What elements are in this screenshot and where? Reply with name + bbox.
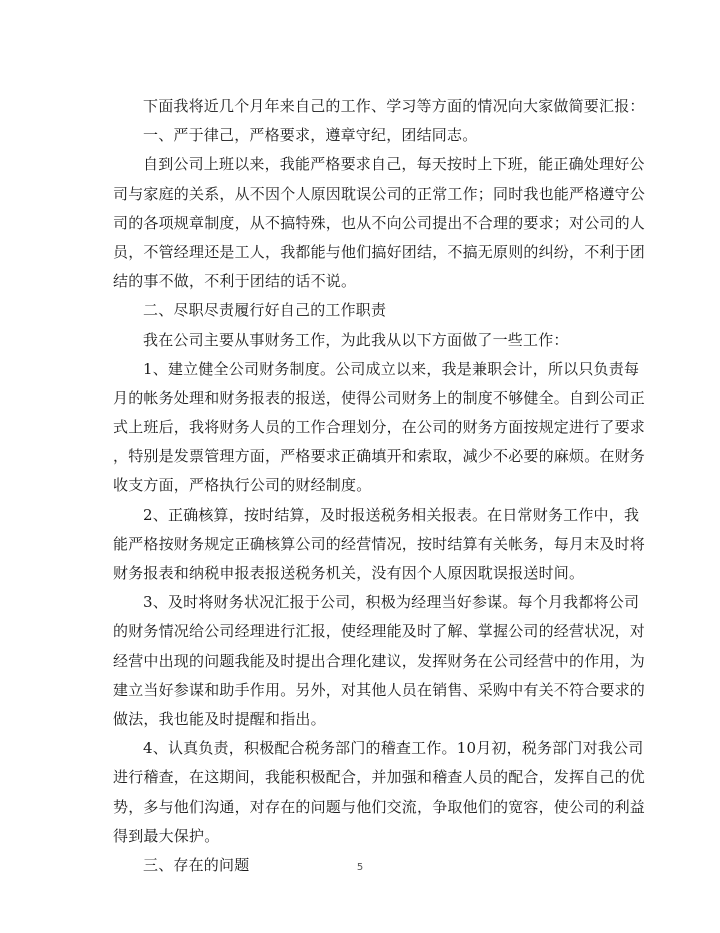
paragraph-line: 进行稽查，在这期间，我能积极配合，并加强和稽查人员的配合，发挥自己的优 [113, 768, 646, 787]
document-body [113, 92, 646, 880]
paragraph-line: 势，多与他们沟通，对存在的问题与他们交流，争取他们的宽容，使公司的利益 [113, 797, 646, 816]
paragraph-line: 财务报表和纳税申报表报送税务机关，没有因个人原因耽误报送时间。 [113, 564, 585, 582]
section-heading-1: 一、严于律己，严格要求，遵章守纪，团结同志。 [143, 126, 478, 145]
section-heading-2: 二、尽职尽责履行好自己的工作职责 [143, 301, 387, 320]
paragraph-line: 司与家庭的关系，从不因个人原因耽误公司的正常工作；同时我也能严格遵守公 [113, 184, 646, 203]
intro-line: 下面我将近几个月年来自己的工作、学习等方面的情况向大家做简要汇报： [143, 97, 645, 115]
paragraph-line: 经营中出现的问题我能及时提出合理化建议，发挥财务在公司经营中的作用，为 [113, 651, 646, 670]
paragraph-line: 建立当好参谋和助手作用。另外，对其他人员在销售、采购中有关不符合要求的 [113, 680, 646, 699]
paragraph-line: ，特别是发票管理方面，严格要求正确填开和索取，减少不必要的麻烦。在财务 [113, 447, 646, 466]
paragraph-line: 员，不管经理还是工人，我都能与他们搞好团结，不搞无原则的纠纷，不利于团 [113, 242, 646, 261]
paragraph-line: 4、认真负责，积极配合税务部门的稽查工作。10月初，税务部门对我公司 [143, 739, 644, 758]
paragraph-line: 做法，我也能及时提醒和指出。 [113, 709, 326, 728]
paragraph-line: 收支方面，严格执行公司的财经制度。 [113, 476, 372, 495]
paragraph-line: 司的各项规章制度，从不搞特殊，也从不向公司提出不合理的要求；对公司的人 [113, 213, 646, 232]
page-number: 5 [356, 862, 364, 873]
paragraph-line: 结的事不做，不利于团结的话不说。 [113, 272, 357, 291]
paragraph-line: 式上班后，我将财务人员的工作合理划分，在公司的财务方面按规定进行了要求 [113, 418, 646, 437]
paragraph-line: 2、正确核算，按时结算，及时报送税务相关报表。在日常财务工作中，我 [143, 505, 640, 524]
paragraph-line: 自到公司上班以来，我能严格要求自己，每天按时上下班，能正确处理好公 [143, 155, 645, 174]
paragraph-line: 月的帐务处理和财务报表的报送，使得公司财务上的制度不够健全。自到公司正 [113, 388, 646, 407]
paragraph-line: 我在公司主要从事财务工作，为此我从以下方面做了一些工作： [143, 330, 569, 349]
paragraph-line: 得到最大保护。 [113, 826, 220, 845]
paragraph-line: 的财务情况给公司经理进行汇报，使经理能及时了解、掌握公司的经营状况，对 [113, 622, 646, 641]
paragraph-line: 3、及时将财务状况汇报于公司，积极为经理当好参谋。每个月我都将公司 [143, 593, 640, 612]
paragraph-line: 1、建立健全公司财务制度。公司成立以来，我是兼职会计，所以只负责每 [143, 359, 640, 378]
section-heading-3: 三、存在的问题 [143, 855, 250, 874]
paragraph-line: 能严格按财务规定正确核算公司的经营情况，按时结算有关帐务，每月末及时将 [113, 534, 646, 553]
